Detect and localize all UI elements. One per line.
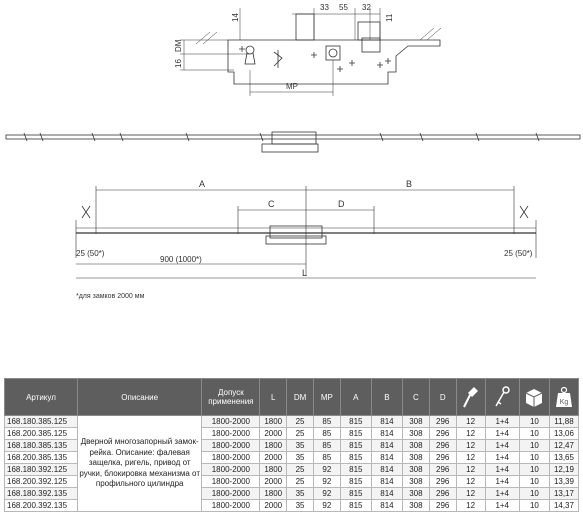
cell-keys: 1+4 <box>485 452 519 464</box>
cell-b: 814 <box>371 500 402 512</box>
dim-span: 900 (1000*) <box>160 255 202 264</box>
cell-dm: 25 <box>287 476 314 488</box>
screw-icon <box>462 385 480 409</box>
cell-c: 308 <box>402 476 429 488</box>
cell-range: 1800-2000 <box>202 488 260 500</box>
cell-mp: 92 <box>313 464 340 476</box>
dim-14: 14 <box>231 13 240 22</box>
cell-mp: 85 <box>313 440 340 452</box>
dim-a-label: A <box>199 179 206 189</box>
header-b: B <box>371 379 402 416</box>
cell-dm: 25 <box>287 428 314 440</box>
cell-screws: 12 <box>456 464 485 476</box>
dim-16: 16 <box>174 59 183 68</box>
key-icon <box>493 385 511 409</box>
cell-dm: 35 <box>287 500 314 512</box>
cell-kg: 12,19 <box>549 464 578 476</box>
cell-dm: 35 <box>287 452 314 464</box>
spec-table <box>4 378 579 512</box>
dim-dm-label: DM <box>174 39 183 52</box>
cell-pack: 10 <box>519 464 549 476</box>
cell-a: 815 <box>340 452 371 464</box>
weight-icon-label: Kg <box>559 399 569 406</box>
cell-range: 1800-2000 <box>202 476 260 488</box>
cell-a: 815 <box>340 416 371 428</box>
cell-a: 815 <box>340 440 371 452</box>
cell-keys: 1+4 <box>485 488 519 500</box>
cell-a: 815 <box>340 500 371 512</box>
cell-art: 168.200.392.125 <box>5 476 78 488</box>
cell-b: 814 <box>371 464 402 476</box>
cell-pack: 10 <box>519 428 549 440</box>
cell-d: 296 <box>429 464 456 476</box>
cell-a: 815 <box>340 476 371 488</box>
cell-screws: 12 <box>456 476 485 488</box>
lock-case-detail <box>180 8 441 96</box>
cell-dm: 25 <box>287 464 314 476</box>
cell-l: 1800 <box>260 440 287 452</box>
cell-art: 168.200.392.135 <box>5 500 78 512</box>
cell-b: 814 <box>371 452 402 464</box>
header-weight <box>549 379 578 416</box>
cell-kg: 14,37 <box>549 500 578 512</box>
cell-b: 814 <box>371 476 402 488</box>
cell-dm: 35 <box>287 440 314 452</box>
cell-b: 814 <box>371 440 402 452</box>
cell-b: 814 <box>371 416 402 428</box>
cell-pack: 10 <box>519 500 549 512</box>
table-header-row <box>5 379 579 416</box>
cell-keys: 1+4 <box>485 476 519 488</box>
cell-d: 296 <box>429 476 456 488</box>
cell-keys: 1+4 <box>485 428 519 440</box>
cell-c: 308 <box>402 428 429 440</box>
dim-c-label: C <box>268 199 275 209</box>
cell-d: 296 <box>429 428 456 440</box>
cell-b: 814 <box>371 488 402 500</box>
cell-l: 1800 <box>260 464 287 476</box>
cell-d: 296 <box>429 452 456 464</box>
cell-kg: 13,06 <box>549 428 578 440</box>
dim-left-end: 25 (50*) <box>76 249 105 258</box>
weight-icon <box>554 385 574 409</box>
cell-d: 296 <box>429 440 456 452</box>
header-c: C <box>402 379 429 416</box>
header-mp: MP <box>313 379 340 416</box>
cell-l: 1800 <box>260 488 287 500</box>
footnote: *для замков 2000 мм <box>76 293 145 300</box>
description-cell: Дверной многозапорный замок-рейка. Описание: фалевая защелка, ригель, привод от ручки, блокировка механизма от профильного цилиндра <box>77 416 201 512</box>
cell-screws: 12 <box>456 488 485 500</box>
cell-a: 815 <box>340 428 371 440</box>
cell-range: 1800-2000 <box>202 440 260 452</box>
cell-range: 1800-2000 <box>202 452 260 464</box>
rail-overview <box>6 132 580 152</box>
cell-pack: 10 <box>519 440 549 452</box>
cell-art: 168.200.385.135 <box>5 452 78 464</box>
cell-range: 1800-2000 <box>202 464 260 476</box>
cell-mp: 92 <box>313 500 340 512</box>
dim-55: 55 <box>339 3 348 12</box>
cell-kg: 13,65 <box>549 452 578 464</box>
cell-l: 2000 <box>260 476 287 488</box>
cell-c: 308 <box>402 488 429 500</box>
cell-pack: 10 <box>519 416 549 428</box>
header-d: D <box>429 379 456 416</box>
cell-screws: 12 <box>456 452 485 464</box>
cell-l: 2000 <box>260 452 287 464</box>
header-pack <box>519 379 549 416</box>
cell-c: 308 <box>402 500 429 512</box>
cell-d: 296 <box>429 488 456 500</box>
cell-d: 296 <box>429 416 456 428</box>
cell-dm: 35 <box>287 488 314 500</box>
cell-range: 1800-2000 <box>202 416 260 428</box>
cell-mp: 92 <box>313 476 340 488</box>
dim-d-label: D <box>338 199 345 209</box>
cell-pack: 10 <box>519 452 549 464</box>
cell-art: 168.180.385.135 <box>5 440 78 452</box>
box-icon <box>524 386 544 408</box>
header-keys <box>485 379 519 416</box>
cell-c: 308 <box>402 452 429 464</box>
cell-pack: 10 <box>519 488 549 500</box>
cell-dm: 25 <box>287 416 314 428</box>
dim-33: 33 <box>320 3 329 12</box>
header-screws <box>456 379 485 416</box>
rail-dimensioned <box>76 186 536 278</box>
cell-l: 1800 <box>260 416 287 428</box>
cell-art: 168.180.392.135 <box>5 488 78 500</box>
cell-kg: 12,47 <box>549 440 578 452</box>
cell-pack: 10 <box>519 476 549 488</box>
cell-keys: 1+4 <box>485 500 519 512</box>
cell-b: 814 <box>371 428 402 440</box>
dim-mp-label: MP <box>286 82 298 91</box>
table-row <box>5 416 579 428</box>
cell-mp: 85 <box>313 416 340 428</box>
dim-11: 11 <box>385 13 394 22</box>
cell-kg: 11,88 <box>549 416 578 428</box>
cell-screws: 12 <box>456 440 485 452</box>
dim-l-label: L <box>302 268 308 278</box>
cell-keys: 1+4 <box>485 464 519 476</box>
cell-art: 168.180.392.125 <box>5 464 78 476</box>
dim-right-end: 25 (50*) <box>504 249 533 258</box>
header-article: Артикул <box>5 379 78 416</box>
cell-l: 2000 <box>260 500 287 512</box>
cell-range: 1800-2000 <box>202 500 260 512</box>
cell-art: 168.180.385.125 <box>5 416 78 428</box>
header-range: Допуск применения <box>202 379 260 416</box>
header-a: A <box>340 379 371 416</box>
cell-screws: 12 <box>456 500 485 512</box>
cell-range: 1800-2000 <box>202 428 260 440</box>
header-description: Описание <box>77 379 201 416</box>
header-l: L <box>260 379 287 416</box>
header-dm: DM <box>287 379 314 416</box>
cell-kg: 13,17 <box>549 488 578 500</box>
cell-mp: 92 <box>313 488 340 500</box>
cell-c: 308 <box>402 416 429 428</box>
cell-a: 815 <box>340 464 371 476</box>
cell-mp: 85 <box>313 428 340 440</box>
cell-art: 168.200.385.125 <box>5 428 78 440</box>
cell-mp: 85 <box>313 452 340 464</box>
cell-c: 308 <box>402 440 429 452</box>
cell-keys: 1+4 <box>485 416 519 428</box>
dim-32: 32 <box>362 3 371 12</box>
cell-c: 308 <box>402 464 429 476</box>
cell-l: 2000 <box>260 428 287 440</box>
cell-kg: 13,39 <box>549 476 578 488</box>
cell-screws: 12 <box>456 428 485 440</box>
cell-a: 815 <box>340 488 371 500</box>
cell-keys: 1+4 <box>485 440 519 452</box>
cell-screws: 12 <box>456 416 485 428</box>
dim-b-label: B <box>406 179 413 189</box>
cell-d: 296 <box>429 500 456 512</box>
